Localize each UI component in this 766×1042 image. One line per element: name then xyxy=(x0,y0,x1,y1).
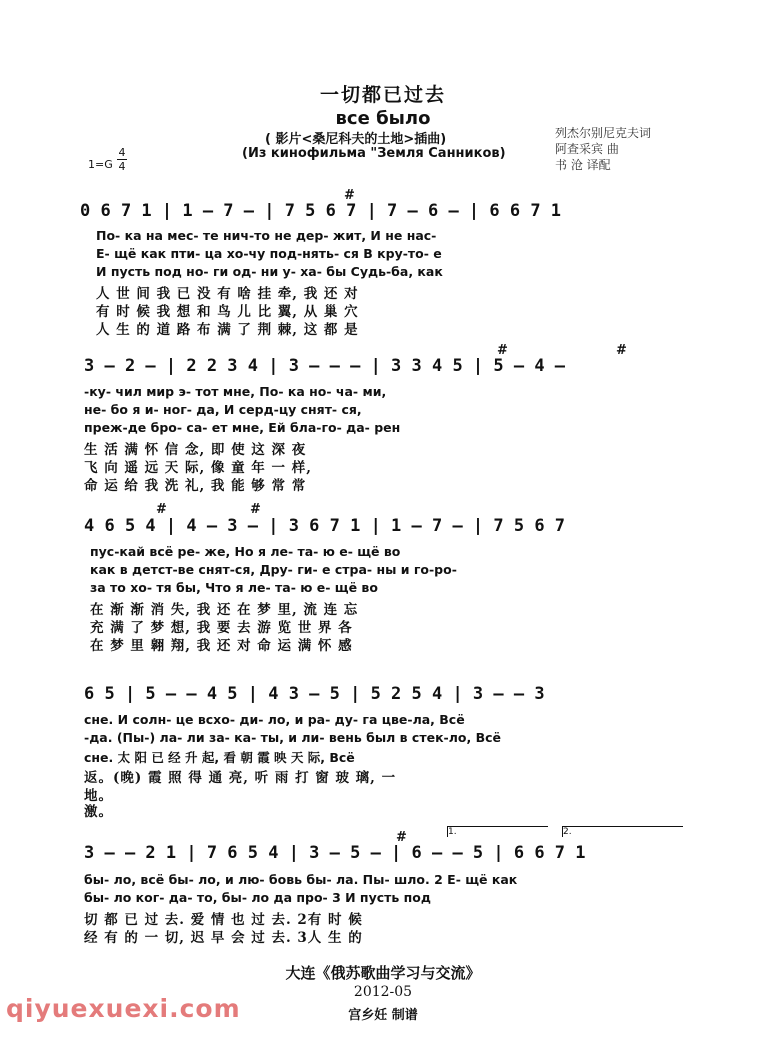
system-2-lyric-6: 命 运 给 我 洗 礼, 我 能 够 常 常 xyxy=(84,478,307,494)
volta-2-label: 2. xyxy=(563,827,572,837)
footer-arranger: 宫乡妊 制谱 xyxy=(348,1008,418,1023)
system-1-notes: 0 6 7 1 | 1 – 7 – | 7 5 6 7 | 7 – 6 – | 6 6 7 1 xyxy=(80,201,562,221)
time-denominator: 4 xyxy=(118,160,126,173)
volta-1-label: 1. xyxy=(448,827,457,837)
system-5-lyric-4: 经 有 的 一 切, 迟 早 会 过 去. 3人 生 的 xyxy=(84,930,363,946)
title-chinese: 一切都已过去 xyxy=(319,84,446,106)
credit-composer: 阿查采宾 曲 xyxy=(555,142,619,156)
credit-translator: 书 沧 译配 xyxy=(555,158,611,172)
sharp-sign: # xyxy=(250,502,261,517)
system-1-lyric-1: По- ка на мес- те нич-то не дер- жит, И не нас- xyxy=(96,228,437,243)
volta-second-ending xyxy=(562,826,683,837)
system-5-notes: 3 – – 2 1 | 7 6 5 4 | 3 – 5 – | 6 – – 5 | 6 6 7 1 xyxy=(84,843,586,863)
sharp-sign: # xyxy=(497,343,508,358)
system-4-lyric-3: сне. 太 阳 已 经 升 起, 看 朝 霞 映 天 际, Всё xyxy=(84,750,355,765)
footer-source: 大连《俄苏歌曲学习与交流》 xyxy=(285,964,481,982)
sharp-sign: # xyxy=(344,188,355,203)
system-1-lyric-4: 人 世 间 我 已 没 有 啥 挂 牵, 我 还 对 xyxy=(96,286,359,302)
system-5-lyric-1: бы- ло, всё бы- ло, и лю- бовь бы- ла. Пы- шло. 2 Е- щё как xyxy=(84,872,518,887)
system-3-lyric-2: как в детст-ве снят-ся, Дру- ги- е стра- ны и го-ро- xyxy=(90,562,457,577)
system-3-notes: 4 6 5 4 | 4 – 3 – | 3 6 7 1 | 1 – 7 – | 7 5 6 7 xyxy=(84,516,566,536)
watermark-text: qiyuexuexi.com xyxy=(6,994,241,1023)
system-2-lyric-4: 生 活 满 怀 信 念, 即 使 这 深 夜 xyxy=(84,442,307,458)
system-1-lyric-2: Е- щё как пти- ца хо-чу под-нять- ся В кру-то- е xyxy=(96,246,442,261)
system-5-lyric-3: 切 都 已 过 去. 爱 情 也 过 去. 2有 时 候 xyxy=(84,912,363,928)
volta-first-ending xyxy=(447,826,548,837)
system-3-lyric-5: 充 满 了 梦 想, 我 要 去 游 览 世 界 各 xyxy=(90,620,353,636)
title-russian: все было xyxy=(335,108,431,129)
system-1-lyric-5: 有 时 候 我 想 和 鸟 儿 比 翼, 从 巢 穴 xyxy=(96,304,359,320)
sharp-sign: # xyxy=(156,502,167,517)
system-3-lyric-4: 在 渐 渐 消 失, 我 还 在 梦 里, 流 连 忘 xyxy=(90,602,359,618)
system-4-lyric-5: 地。 xyxy=(84,788,113,804)
system-4-lyric-2: -да. (Пы-) ла- ли за- ка- ты, и ли- вень был в стек-ло, Всё xyxy=(84,730,501,745)
system-5-lyric-2: бы- ло ког- да- то, бы- ло да про- 3 И пусть под xyxy=(84,890,431,905)
system-3-lyric-6: 在 梦 里 翱 翔, 我 还 对 命 运 满 怀 感 xyxy=(90,638,353,654)
system-2-notes: 3 – 2 – | 2 2 3 4 | 3 – – – | 3 3 4 5 | 5 – 4 – xyxy=(84,356,566,376)
system-4-lyric-4: 返。(晚) 霞 照 得 通 亮, 听 雨 打 窗 玻 璃, 一 xyxy=(84,770,397,786)
system-3-lyric-1: пус-кай всё ре- же, Но я ле- та- ю е- щё во xyxy=(90,544,401,559)
key-signature: 1=G xyxy=(88,158,113,171)
credit-lyricist: 列杰尔别尼克夫词 xyxy=(555,126,652,140)
system-2-lyric-5: 飞 向 遥 远 天 际, 像 童 年 一 样, xyxy=(84,460,312,476)
footer-date: 2012-05 xyxy=(353,984,413,1000)
sharp-sign: # xyxy=(616,343,627,358)
subtitle-chinese: ( 影片<桑尼科夫的土地>插曲) xyxy=(265,132,447,147)
subtitle-russian: (Из кинофильма "Земля Санников) xyxy=(242,146,506,161)
system-4-lyric-1: сне. И солн- це всхо- ди- ло, и ра- ду- га цве-ла, Всё xyxy=(84,712,465,727)
system-4-notes: 6 5 | 5 – – 4 5 | 4 3 – 5 | 5 2 5 4 | 3 – – 3 xyxy=(84,684,545,704)
system-1-lyric-3: И пусть под но- ги од- ни у- ха- бы Судь-ба, как xyxy=(96,264,443,279)
system-4-lyric-6: 激。 xyxy=(84,804,113,820)
system-3-lyric-3: за то хо- тя бы, Что я ле- та- ю е- щё во xyxy=(90,580,378,595)
system-1-lyric-6: 人 生 的 道 路 布 满 了 荆 棘, 这 都 是 xyxy=(96,322,359,338)
system-2-lyric-2: не- бо я и- ног- да, И серд-цу снят- ся, xyxy=(84,402,362,417)
system-2-lyric-3: преж-де бро- са- ет мне, Ей бла-го- да- рен xyxy=(84,420,401,435)
sharp-sign: # xyxy=(396,830,407,845)
system-2-lyric-1: -ку- чил мир э- тот мне, По- ка но- ча- ми, xyxy=(84,384,387,399)
time-numerator: 4 xyxy=(118,146,126,159)
